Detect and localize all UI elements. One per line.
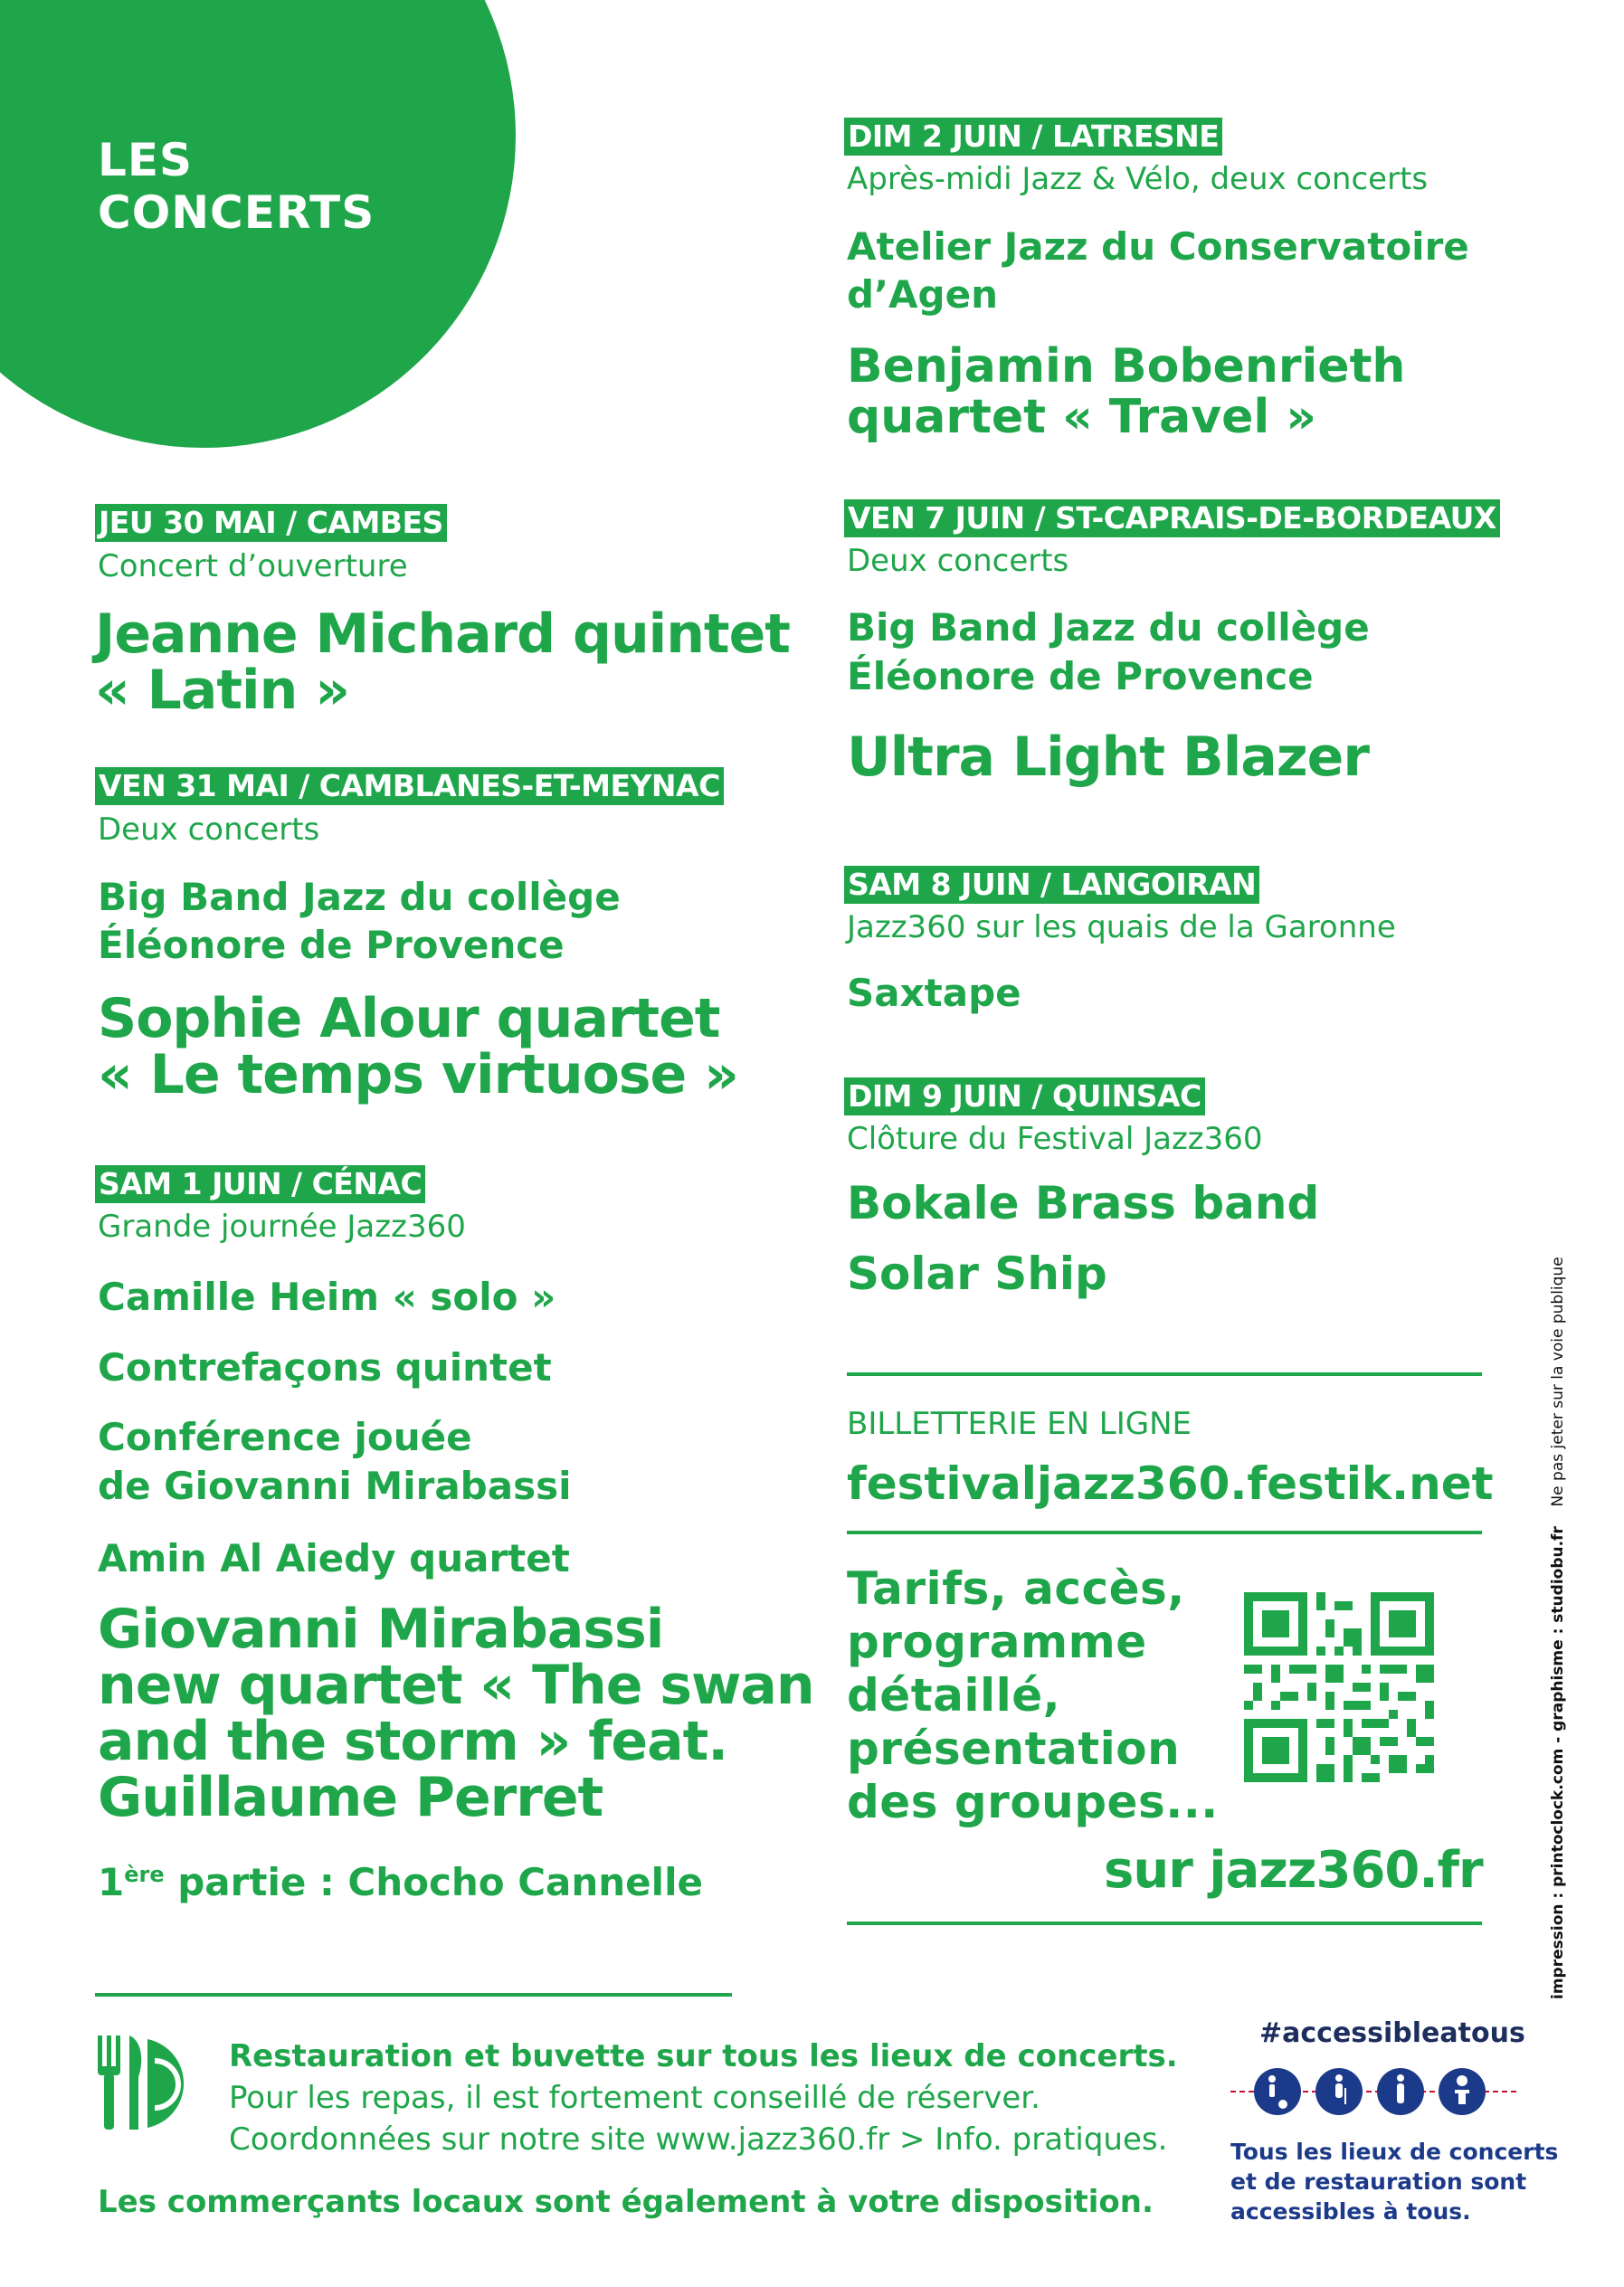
local-shops-note: Les commerçants locaux sont également à votre disposition. bbox=[98, 2184, 1154, 2220]
concert-subtitle: Jazz360 sur les quais de la Garonne bbox=[847, 909, 1396, 945]
accessibility-hashtag: #accessibleatous bbox=[1259, 2017, 1525, 2049]
concert-jeu30 bbox=[95, 504, 447, 542]
band-name: Benjamin Bobenrieth bbox=[847, 339, 1406, 394]
credits-vertical: impression : printoclock.com - graphisme : studiobu.fr Ne pas jeter sur la voie publique bbox=[1549, 1257, 1567, 1999]
page-title: LES CONCERTS bbox=[98, 134, 375, 239]
band-name: Big Band Jazz du collège bbox=[98, 875, 621, 919]
concert-date: DIM 2 JUIN / LATRESNE bbox=[844, 118, 1222, 156]
concert-subtitle: Après-midi Jazz & Vélo, deux concerts bbox=[847, 161, 1429, 197]
band-name: de Giovanni Mirabassi bbox=[98, 1464, 572, 1508]
band-name: Big Band Jazz du collège bbox=[847, 605, 1370, 650]
band-name: « Le temps virtuose » bbox=[98, 1043, 738, 1106]
concert-ven31 bbox=[95, 767, 724, 805]
band-name: Contrefaçons quintet bbox=[98, 1345, 552, 1390]
concert-dim2 bbox=[844, 118, 1222, 156]
band-name: Éléonore de Provence bbox=[98, 923, 565, 967]
band-name: Saxtape bbox=[847, 971, 1021, 1015]
band-name: Guillaume Perret bbox=[98, 1766, 603, 1829]
band-name: Ultra Light Blazer bbox=[847, 726, 1369, 789]
band-name: Solar Ship bbox=[847, 1248, 1107, 1300]
ticketing-label: BILLETTERIE EN LIGNE bbox=[847, 1406, 1192, 1442]
concert-subtitle: Concert d’ouverture bbox=[98, 548, 408, 584]
info-block: Tarifs, accès, programme détaillé, présentation des groupes... bbox=[847, 1562, 1219, 1828]
accessibility-icons bbox=[1230, 2063, 1520, 2121]
concert-subtitle: Deux concerts bbox=[847, 543, 1069, 579]
band-name: Amin Al Aiedy quartet bbox=[98, 1536, 570, 1580]
accessibility-text: Tous les lieux de concerts et de restauration sont accessibles à tous. bbox=[1230, 2139, 1559, 2225]
concert-date: VEN 7 JUIN / ST-CAPRAIS-DE-BORDEAUX bbox=[844, 499, 1500, 537]
band-name: Camille Heim « solo » bbox=[98, 1275, 556, 1319]
concert-ven7 bbox=[844, 499, 1500, 537]
site-link[interactable]: sur jazz360.fr bbox=[1104, 1841, 1483, 1900]
divider bbox=[95, 1993, 732, 1997]
band-name: new quartet « The swan bbox=[98, 1654, 814, 1717]
qr-code-icon[interactable] bbox=[1244, 1592, 1434, 1782]
concert-subtitle: Deux concerts bbox=[98, 811, 320, 848]
band-name: Atelier Jazz du Conservatoire bbox=[847, 224, 1469, 269]
cutlery-plate-icon bbox=[95, 2034, 195, 2133]
band-name: quartet « Travel » bbox=[847, 390, 1316, 444]
restaurant-info: Restauration et buvette sur tous les lieux de concerts. Pour les repas, il est fortement conseillé de réserver. Coordonnées sur notre site www.jazz360.fr > Info. pratiques. bbox=[229, 2038, 1178, 2158]
divider bbox=[847, 1922, 1482, 1925]
concert-date: DIM 9 JUIN / QUINSAC bbox=[844, 1077, 1205, 1115]
concert-date: SAM 1 JUIN / CÉNAC bbox=[95, 1165, 425, 1203]
band-name: and the storm » feat. bbox=[98, 1710, 728, 1773]
ticketing-url[interactable]: festivaljazz360.festik.net bbox=[847, 1457, 1494, 1510]
concert-dim9 bbox=[844, 1077, 1205, 1115]
band-name: Sophie Alour quartet bbox=[98, 987, 720, 1050]
band-name: Conférence jouée bbox=[98, 1415, 472, 1459]
band-name: Jeanne Michard quintet bbox=[95, 603, 790, 666]
band-name: Giovanni Mirabassi bbox=[98, 1598, 664, 1661]
concert-date: SAM 8 JUIN / LANGOIRAN bbox=[844, 866, 1259, 904]
band-name: « Latin » bbox=[95, 659, 349, 722]
concert-date: VEN 31 MAI / CAMBLANES-ET-MEYNAC bbox=[95, 767, 724, 805]
band-name: d’Agen bbox=[847, 272, 998, 317]
divider bbox=[847, 1372, 1482, 1376]
concert-sam8 bbox=[844, 866, 1259, 904]
concert-subtitle: Grande journée Jazz360 bbox=[98, 1209, 466, 1245]
concert-subtitle: Clôture du Festival Jazz360 bbox=[847, 1121, 1263, 1157]
band-name: Bokale Brass band bbox=[847, 1177, 1320, 1229]
divider bbox=[847, 1531, 1482, 1534]
first-part: 1ère partie : Chocho Cannelle bbox=[98, 1860, 703, 1904]
concert-date: JEU 30 MAI / CAMBES bbox=[95, 504, 447, 542]
band-name: Éléonore de Provence bbox=[847, 654, 1314, 698]
concert-sam1 bbox=[95, 1165, 425, 1203]
